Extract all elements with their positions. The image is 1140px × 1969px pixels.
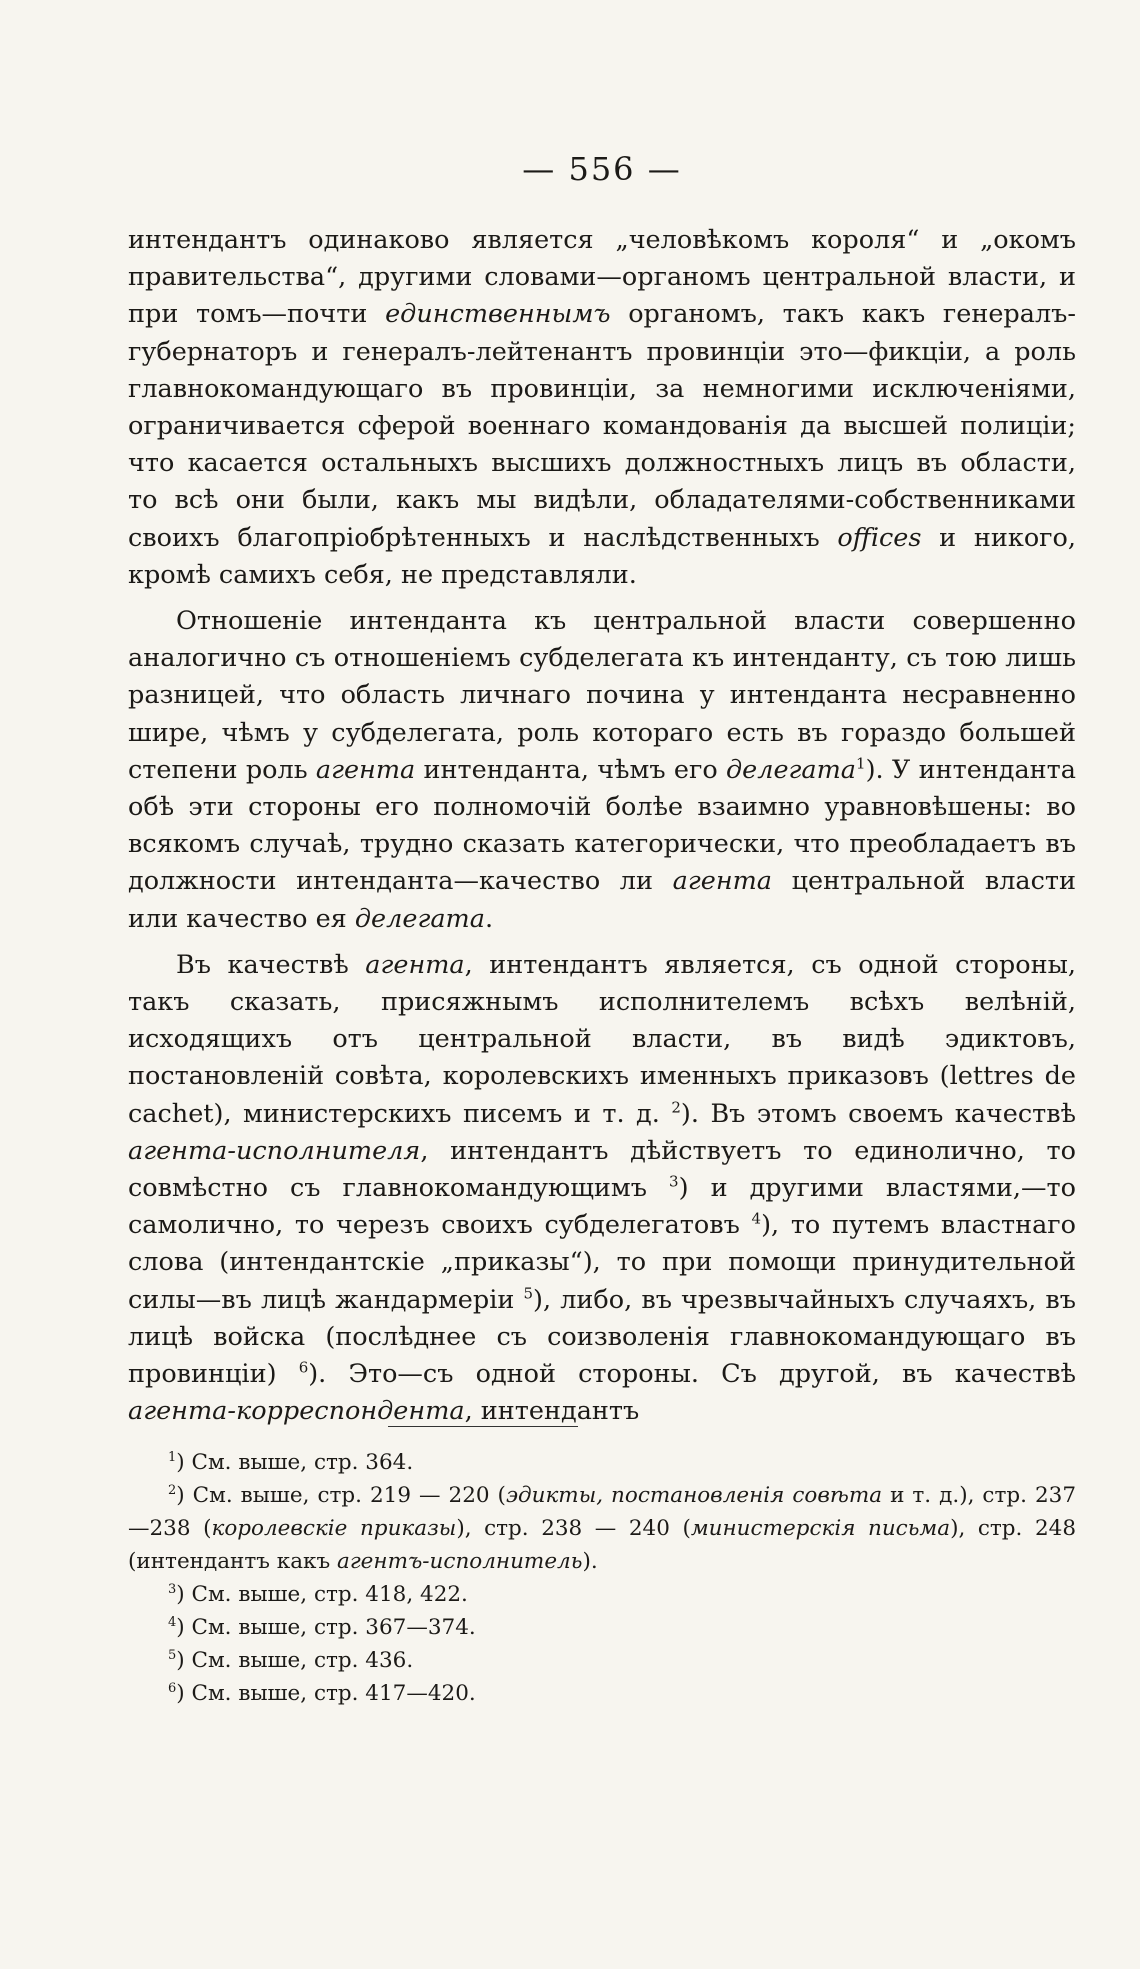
italic-run: агента [315,754,416,785]
text-run: центральной власти или качество ея [128,866,1076,934]
text-run: ). [582,1549,598,1574]
italic-run: делегата [354,903,485,934]
footnote-ref: 6 [298,1358,309,1377]
text-run: ) и другими властями,—то самолично, то черезъ своихъ субделегатовъ [128,1173,1076,1241]
text-run: Отношеніе интенданта къ центральной власти совершенно аналогично съ отношеніемъ субделегата къ интенданту, съ тою лишь разницей, что область личнаго почина у интенданта несравненно шире, чѣмъ у субделегата, роль котораго есть въ гораздо большей степени роль [128,606,1076,785]
text-run: интенданта, чѣмъ его [415,754,726,785]
text-run: ) См. выше, стр. 418, 422. [176,1582,468,1607]
italic-run: агентъ-исполнитель [337,1549,583,1574]
page-number: — 556 — [522,150,682,188]
text-run: . [484,903,494,934]
text-run: ) См. выше, стр. 417—420. [176,1681,476,1706]
paragraph [128,222,1076,594]
footnote [128,1644,1076,1677]
footnote-ref: 4 [168,1614,177,1630]
text-run: ) См. выше, стр. 367—374. [176,1615,476,1640]
text-run: и никого, кромѣ самихъ себя, не представляли. [128,522,1076,590]
footnote-ref: 6 [168,1680,177,1696]
italic-run: единственнымъ [385,299,611,330]
text-run: ), стр. 248 (интендантъ какъ [128,1516,1076,1574]
italic-run: королевскіе приказы [211,1516,457,1541]
footnote [128,1479,1076,1578]
footnote-separator [388,1426,578,1427]
italic-run: агента-исполнителя [128,1135,421,1166]
italic-run: агента-корреспондента [128,1396,465,1427]
footnote-ref: 5 [168,1647,177,1663]
footnote [128,1446,1076,1479]
text-run: органомъ, такъ какъ генералъ-губернаторъ и генералъ-лейтенантъ провинціи это—фикціи, а роль главнокомандующаго въ провинціи, за немногими исключеніями, ограничивается сферой военнаго командованія да высшей полиціи; что касается остальныхъ высшихъ должностныхъ лицъ въ области, то всѣ они были, какъ мы видѣли, обладателями-собственниками своихъ благопріобрѣтенныхъ и наслѣдственныхъ [128,299,1076,553]
text-run: ) См. выше, стр. 436. [176,1648,414,1673]
italic-run: агента [672,866,773,897]
text-run: , интендантъ дѣйствуетъ то единолично, то совмѣстно съ главнокомандующимъ [128,1135,1076,1204]
text-run: ). Это—съ одной стороны. Съ другой, въ качествѣ [308,1359,1076,1390]
paragraph [128,947,1076,1431]
text-run: и т. д.), стр. 237—238 ( [128,1483,1076,1541]
footnote-ref: 4 [751,1209,762,1228]
footnote-ref: 2 [671,1098,681,1117]
italic-run: министерскія письма [690,1516,951,1541]
footnote-ref: 5 [523,1284,534,1303]
text-run: ) См. выше, стр. 364. [176,1450,414,1475]
text-run: ). У интенданта обѣ эти стороны его полномочій болѣе взаимно уравновѣшены: во всякомъ случаѣ, трудно сказать категорически, что преобладаетъ въ должности интенданта—качество ли [128,754,1076,897]
footnote-ref: 1 [168,1449,177,1465]
text-run: Въ качествѣ [176,949,366,980]
text-run: ), либо, въ чрезвычайныхъ случаяхъ, въ лицѣ войска (послѣднее съ соизволенія главнокомандующаго въ провинціи) [128,1284,1076,1390]
footnote-ref: 2 [168,1482,177,1498]
footnote-ref: 3 [669,1172,679,1191]
footnote [128,1578,1076,1611]
text-run: ). Въ этомъ своемъ качествѣ [680,1098,1076,1129]
text-run: интендантъ одинаково является „человѣкомъ короля“ и „окомъ правительства“, другими словами—органомъ центральной власти, и при томъ—почти [128,225,1076,330]
italic-run: агента [365,949,465,980]
text-run: ) См. выше, стр. 219 — 220 ( [176,1483,506,1508]
footnote-ref: 3 [168,1581,177,1597]
text-run: ), то путемъ властнаго слова (интендантскіе „приказы“), то при помощи принудительной силы—въ лицѣ жандармеріи [128,1210,1076,1315]
text-run: ), стр. 238 — 240 ( [456,1516,691,1541]
text-run: , интендантъ [464,1396,640,1427]
footnote-ref: 1 [856,754,866,773]
footnotes [128,1446,1076,1710]
footnote [128,1677,1076,1710]
italic-run: offices [837,522,922,553]
body-text [128,222,1076,1440]
italic-run: эдикты, постановленія совѣта [505,1483,883,1508]
footnote [128,1611,1076,1644]
text-run: , интендантъ является, съ одной стороны, такъ сказать, присяжнымъ исполнителемъ всѣхъ велѣній, исходящихъ отъ центральной власти, въ видѣ эдиктовъ, постановленій совѣта, королевскихъ именныхъ приказовъ (lettres de cachet), министерскихъ писемъ и т. д. [128,949,1076,1129]
italic-run: делегата [725,754,857,785]
paragraph [128,603,1076,938]
